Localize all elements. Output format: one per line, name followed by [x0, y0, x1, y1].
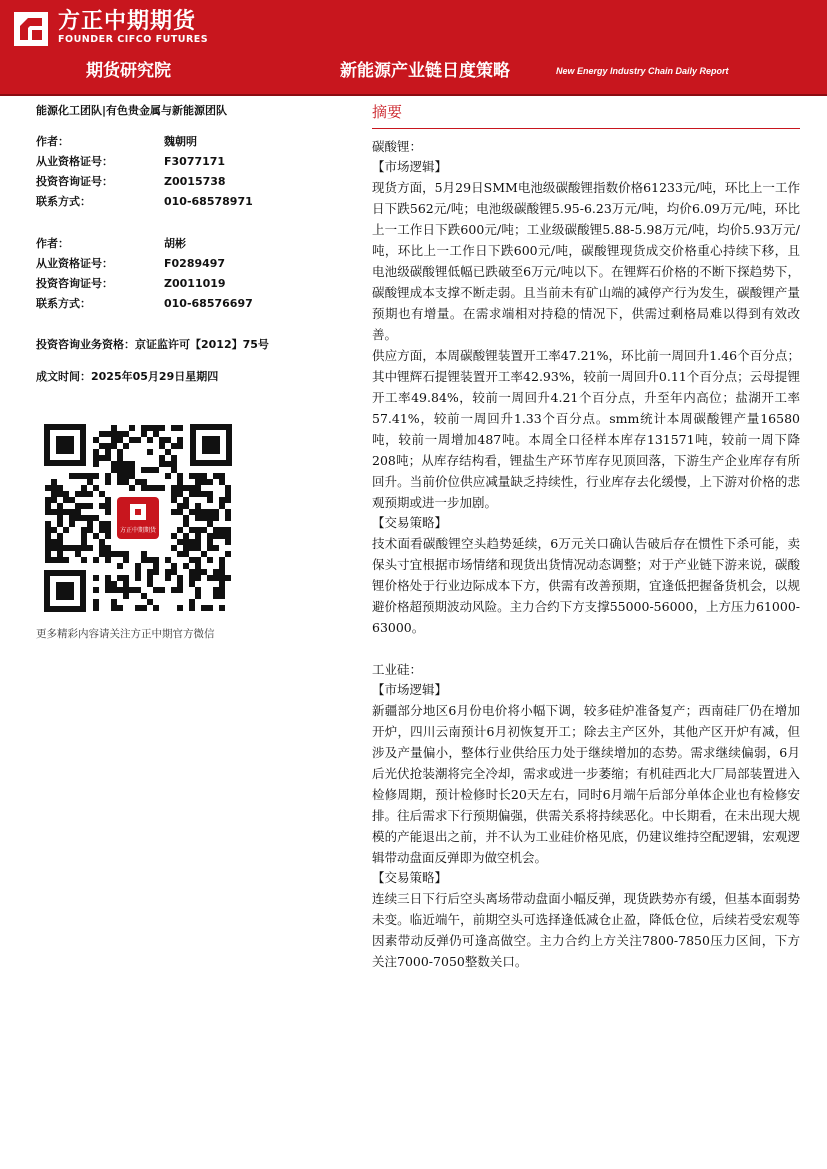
license-info: 投资咨询业务资格：京证监许可【2012】75号 [36, 338, 269, 351]
author-label: 作者： [36, 135, 69, 148]
cert-number: F0289497 [164, 257, 226, 270]
author-row [36, 234, 336, 254]
consult-number: Z0015738 [164, 175, 226, 188]
abstract-section [372, 100, 800, 972]
contact-row [36, 192, 336, 212]
silicon-market-label: 【市场逻辑】 [372, 682, 448, 697]
author-name: 胡彬 [164, 237, 186, 250]
cert-row [36, 152, 336, 172]
author-sidebar [36, 102, 336, 384]
qr-finder-bottom-left [44, 570, 86, 612]
lithium-market-label: 【市场逻辑】 [372, 159, 448, 174]
lithium-market-paragraph-1: 现货方面，5月29日SMM电池级碳酸锂指数价格61233元/吨，环比上一工作日下跌562元/吨；电池级碳酸锂5.95-6.23万元/吨，均价6.09万元/吨，环比上一工作日下跌600元/吨；工业级碳酸锂5.88-5.98万元/吨，均价5.93万元/吨，环比上一工作日下跌600元/吨，碳酸锂现货成交价格重心持续下移，且电池级碳酸锂低幅已跌破至6万元/吨以下。在锂辉石价格的不断下探趋势下，碳酸锂成本支撑不断走弱。且当前未有矿山端的减停产行为发生，碳酸锂产量预期也有增量。在需求端相对持稳的情况下，供需过剩格局难以得到有效改善。 [372, 180, 800, 342]
contact-phone: 010-68578971 [164, 195, 253, 208]
silicon-heading: 工业硅： [372, 662, 423, 677]
consult-row [36, 274, 336, 294]
consult-number: Z0011019 [164, 277, 226, 290]
research-dept: 期货研究院 [86, 61, 171, 81]
qr-finder-top-right [190, 424, 232, 466]
report-title-en: New Energy Industry Chain Daily Report [556, 66, 729, 76]
author-name: 魏朝明 [164, 135, 197, 148]
cert-row [36, 254, 336, 274]
silicon-market-paragraph: 新疆部分地区6月份电价将小幅下调，较多硅炉准备复产；西南硅厂仍在增加开炉，四川云南预计6月初恢复开工；除去主产区外，其他产区开炉有减，但涉及产量偏小，整体行业供给压力处于继续增加的态势。需求继续偏弱，6月后光伏抢装潮将完全冷却，需求或进一步萎缩；有机硅西北大厂局部装置进入检修周期，预计检修时长20天左右，同时6月端午后部分单体企业也有检修安排。往后需求下行预期偏强，供需关系将持续恶化。中长期看，在未出现大规模的产能退出之前，并不认为工业硅价格见底，仍建议维持空配逻辑，宏观逻辑带动盘面反弹即为做空机会。 [372, 703, 800, 865]
wechat-qr-code [40, 420, 236, 616]
abstract-title: 摘要 [372, 103, 403, 121]
contact-label: 联系方式： [36, 297, 91, 310]
contact-row [36, 294, 336, 314]
report-header [0, 0, 827, 94]
lithium-market-paragraph-2: 供应方面，本周碳酸锂装置开工率47.21%，环比前一周回升1.46个百分点；其中锂辉石提锂装置开工率42.93%，较前一周回升0.11个百分点；云母提锂开工率49.84%，较前一周回升4.21个百分点，升至年内高位；盐湖开工率57.41%，较前一周回升1.33个百分点。smm统计本周碳酸锂产量16580吨，较前一周增加487吨。本周全口径样本库存131571吨，较前一周下降208吨；从库存结构看，锂盐生产环节库存见顶回落，下游生产企业库存有所回升。当前价位供应减量缺乏持续性，行业库存去化缓慢，上下游对价格的悲观预期或进一步加剧。 [372, 348, 800, 510]
author-label: 作者： [36, 237, 69, 250]
qr-caption: 更多精彩内容请关注方正中期官方微信 [36, 628, 215, 640]
report-title-cn: 新能源产业链日度策略 [340, 61, 510, 81]
lithium-strategy-paragraph: 技术面看碳酸锂空头趋势延续，6万元关口确认告破后存在惯性下杀可能，卖保头寸宜根据市场情绪和现货出货情况动态调整；对于产业链下游来说，碳酸锂价格处于行业边际成本下方，供需有改善预期，宜逢低把握备货机会，以规避价格超预期波动风险。主力合约下方支撑55000-56000，上方压力61000-63000。 [372, 536, 800, 635]
founder-logo-icon [14, 12, 48, 46]
silicon-strategy-label: 【交易策略】 [372, 870, 448, 885]
consult-label: 投资咨询证号： [36, 175, 113, 188]
lithium-heading: 碳酸锂： [372, 139, 423, 154]
author-block [36, 132, 336, 212]
report-date: 成文时间：2025年05月29日星期四 [36, 370, 219, 383]
cert-label: 从业资格证号： [36, 257, 113, 270]
qr-logo-text: 方正中期期货 [119, 527, 157, 534]
abstract-rule [372, 128, 800, 129]
lithium-strategy-label: 【交易策略】 [372, 515, 448, 530]
cert-label: 从业资格证号： [36, 155, 113, 168]
silicon-strategy-paragraph: 连续三日下行后空头离场带动盘面小幅反弹，现货跌势亦有缓，但基本面弱势未变。临近端午，前期空头可选择逢低减仓止盈，降低仓位，后续若受宏观等因素带动反弹仍可逢高做空。主力合约上方关注7800-7850压力区间，下方关注7000-7050整数关口。 [372, 891, 800, 969]
contact-label: 联系方式： [36, 195, 91, 208]
header-divider [0, 94, 827, 96]
author-row [36, 132, 336, 152]
author-block [36, 234, 336, 314]
company-name-en: FOUNDER CIFCO FUTURES [58, 34, 209, 45]
consult-label: 投资咨询证号： [36, 277, 113, 290]
contact-phone: 010-68576697 [164, 297, 253, 310]
company-name-cn: 方正中期期货 [58, 9, 197, 34]
qr-finder-top-left [44, 424, 86, 466]
team-name: 能源化工团队|有色贵金属与新能源团队 [36, 104, 228, 117]
consult-row [36, 172, 336, 192]
cert-number: F3077171 [164, 155, 226, 168]
section-gap [372, 638, 800, 660]
